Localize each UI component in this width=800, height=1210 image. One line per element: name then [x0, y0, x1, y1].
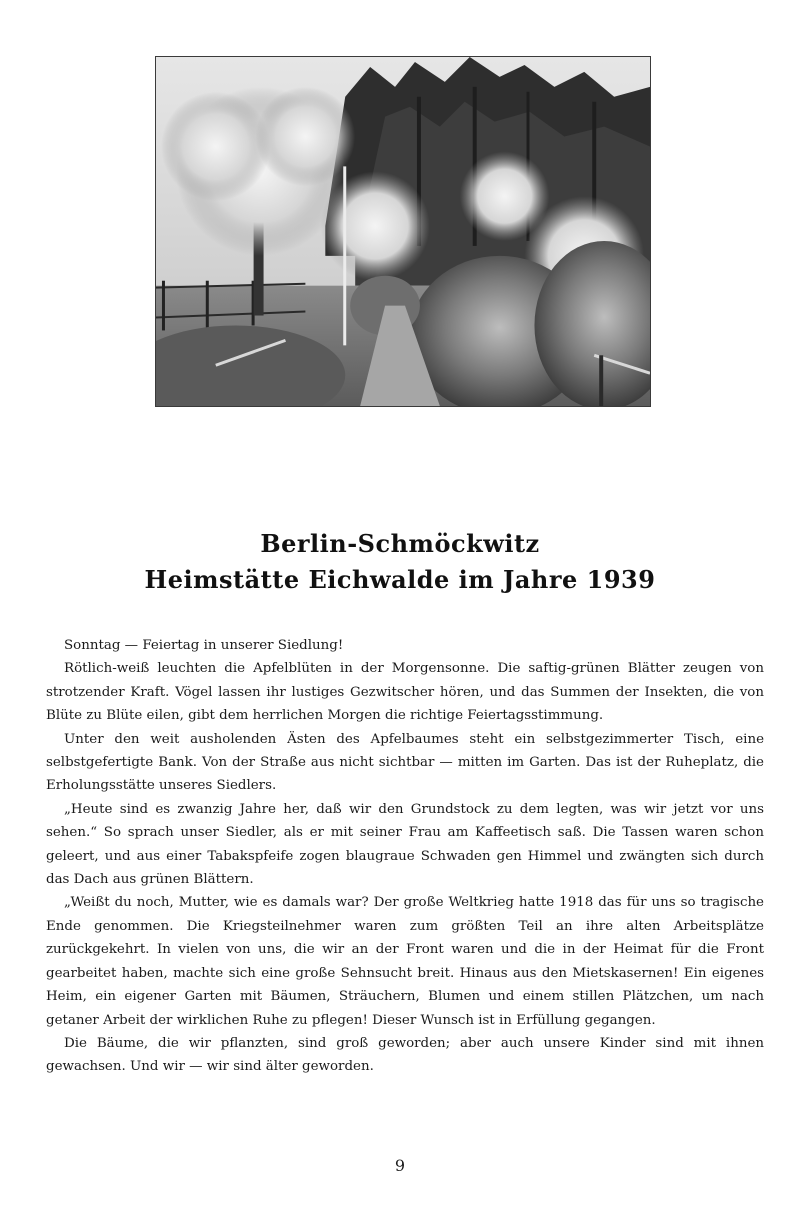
page-number: 9	[394, 1156, 406, 1175]
paragraph: Unter den weit ausholenden Ästen des Apfelbaumes steht ein selbstgezimmerter Tisch, eine selbstgefertigte Bank. Von der Straße aus nicht sichtbar — mitten im Garten. Das ist der Ruheplatz, die Erholungsstätte unseres Siedlers.	[46, 731, 764, 794]
title-line-1: Berlin-Schmöckwitz	[260, 529, 540, 558]
garden-photo	[155, 56, 651, 407]
title-line-2: Heimstätte Eichwalde im Jahre 1939	[144, 565, 656, 594]
paragraph: Die Bäume, die wir pflanzten, sind groß geworden; aber auch unsere Kinder sind mit ihnen gewachsen. Und wir — wir sind älter geworden.	[46, 1035, 764, 1075]
paragraph: „Weißt du noch, Mutter, wie es damals war? Der große Weltkrieg hatte 1918 das für uns so tragische Ende genommen. Die Kriegsteilnehmer waren zum größten Teil an ihre alten Arbeitsplätze zurückgekehrt. In vielen von uns, die wir an der Front waren und die in der Heimat für die Front gearbeitet haben, machte sich eine große Sehnsucht breit. Hinaus aus den Mietskasernen! Ein eigenes Heim, ein eigener Garten mit Bäumen, Sträuchern, Blumen und einem stillen Plätzchen, um nach getaner Arbeit der wirklichen Ruhe zu pflegen! Dieser Wunsch ist in Erfüllung gegangen.	[46, 895, 764, 1028]
body-text	[46, 634, 764, 1079]
paragraph: Sonntag — Feiertag in unserer Siedlung!	[64, 638, 344, 653]
paragraph: „Heute sind es zwanzig Jahre her, daß wir den Grundstock zu dem legten, was wir jetzt vor uns sehen.“ So sprach unser Siedler, als er mit seiner Frau am Kaffeetisch saß. Die Tassen waren schon geleert, und aus einer Tabakspfeife zogen blaugraue Schwaden gen Himmel und zwängten sich durch das Dach aus grünen Blättern.	[46, 801, 764, 888]
paragraph: Rötlich-weiß leuchten die Apfelblüten in der Morgensonne. Die saftig-grünen Blätter zeugen von strotzender Kraft. Vögel lassen ihr lustiges Gezwitscher hören, und das Summen der Insekten, die von Blüte zu Blüte eilen, gibt dem herrlichen Morgen die richtige Feiertagsstimmung.	[46, 661, 764, 724]
title-block	[0, 526, 800, 598]
